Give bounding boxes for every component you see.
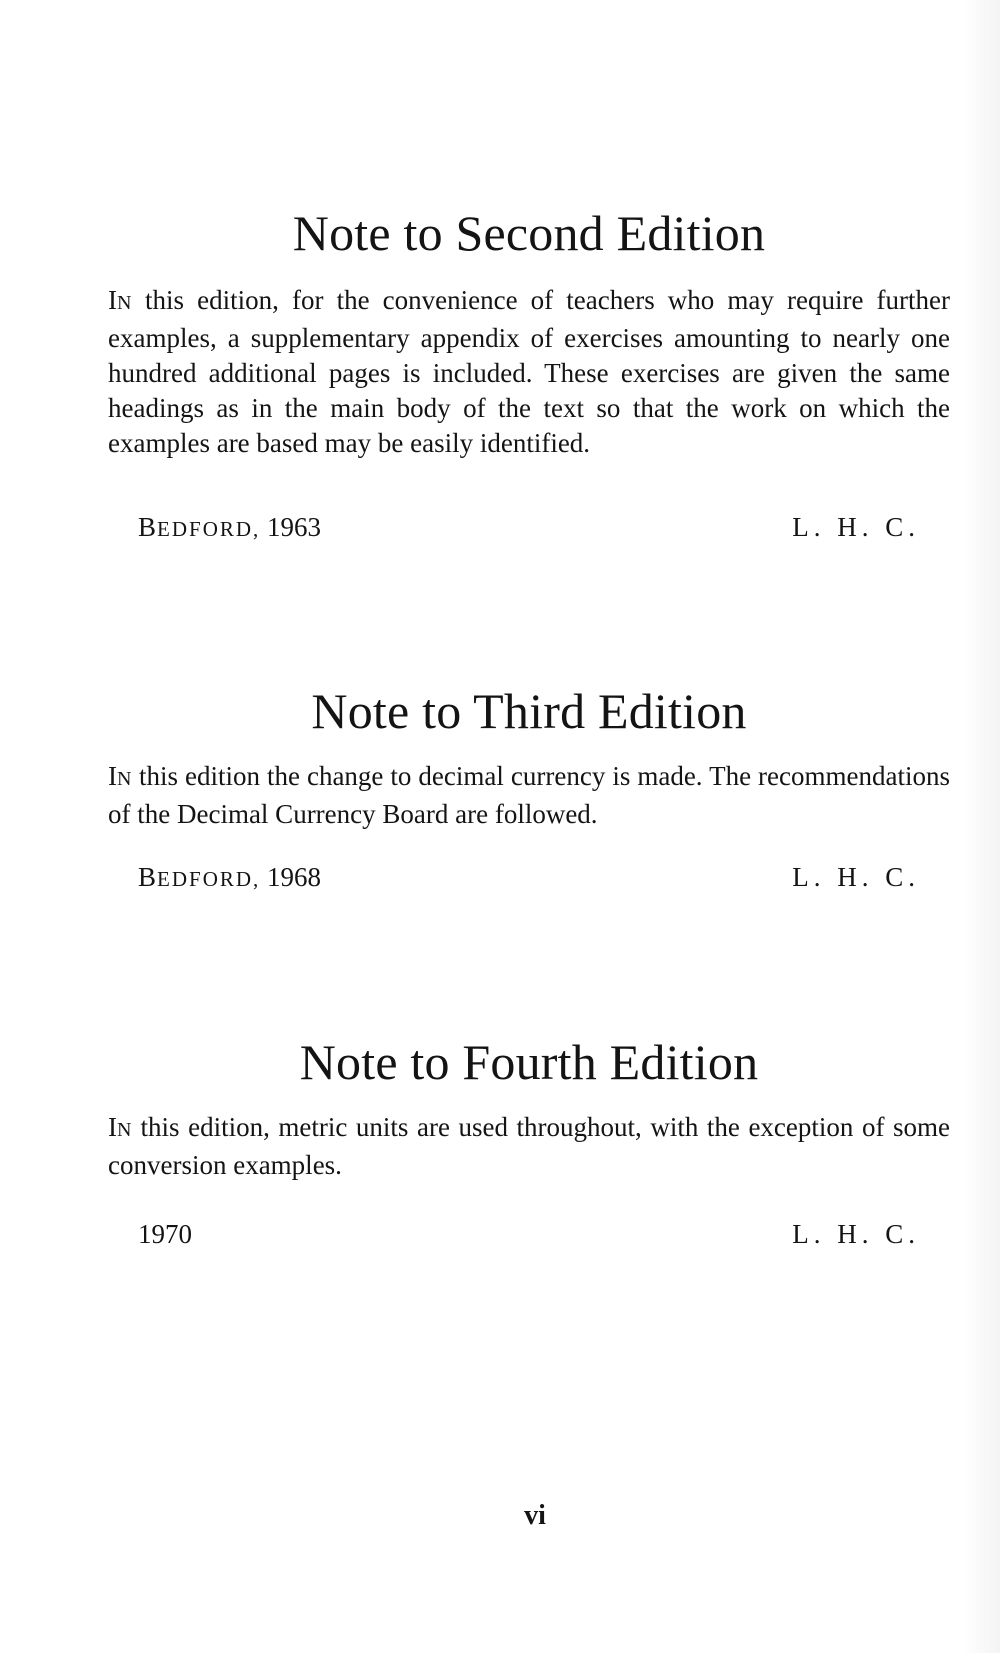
page-edge-shadow xyxy=(962,0,1000,1653)
section-body xyxy=(108,759,950,832)
year: 1970 xyxy=(138,1219,192,1249)
section-body xyxy=(108,1110,950,1183)
author-initials: L. H. C. xyxy=(792,1219,920,1249)
place-date xyxy=(138,860,321,896)
place-initial: B xyxy=(138,862,158,892)
place-name: EDFORD, xyxy=(157,517,261,541)
note-third-edition xyxy=(108,683,950,903)
signature-row xyxy=(138,860,920,896)
lead-initial: I xyxy=(108,761,117,791)
section-body xyxy=(108,283,950,461)
body-text: this edition, metric units are used throughout, with the exception of some conversion examples. xyxy=(108,1112,950,1180)
author-initials: L. H. C. xyxy=(792,512,920,542)
note-fourth-edition xyxy=(108,1034,950,1264)
lead-initial: I xyxy=(108,285,117,315)
body-text: this edition the change to decimal currency is made. The recommendations of the Decimal Currency Board are followed. xyxy=(108,761,950,829)
year: 1963 xyxy=(260,512,322,542)
lead-initial: I xyxy=(108,1112,117,1142)
place-initial: B xyxy=(138,512,158,542)
signature-row xyxy=(138,510,920,546)
signature-row xyxy=(138,1217,920,1251)
lead-small-caps: N xyxy=(117,1119,132,1141)
note-second-edition xyxy=(108,205,950,545)
lead-small-caps: N xyxy=(117,768,132,790)
lead-small-caps: N xyxy=(117,292,132,314)
place-date xyxy=(138,510,321,546)
year: 1968 xyxy=(260,862,322,892)
place-name: EDFORD, xyxy=(157,867,261,891)
author-initials: L. H. C. xyxy=(792,862,920,892)
section-title: Note to Third Edition xyxy=(311,683,747,739)
page-number: vi xyxy=(524,1500,546,1531)
section-title: Note to Fourth Edition xyxy=(299,1034,759,1090)
section-title: Note to Second Edition xyxy=(292,205,766,261)
place-date xyxy=(138,1217,192,1251)
body-text: this edition, for the convenience of teachers who may require further examples, a supplementary appendix of exercises amounting to nearly one hundred additional pages is included. These exercises are given the same headings as in the main body of the text so that the work on which the examples are based may be easily identified. xyxy=(108,285,950,458)
